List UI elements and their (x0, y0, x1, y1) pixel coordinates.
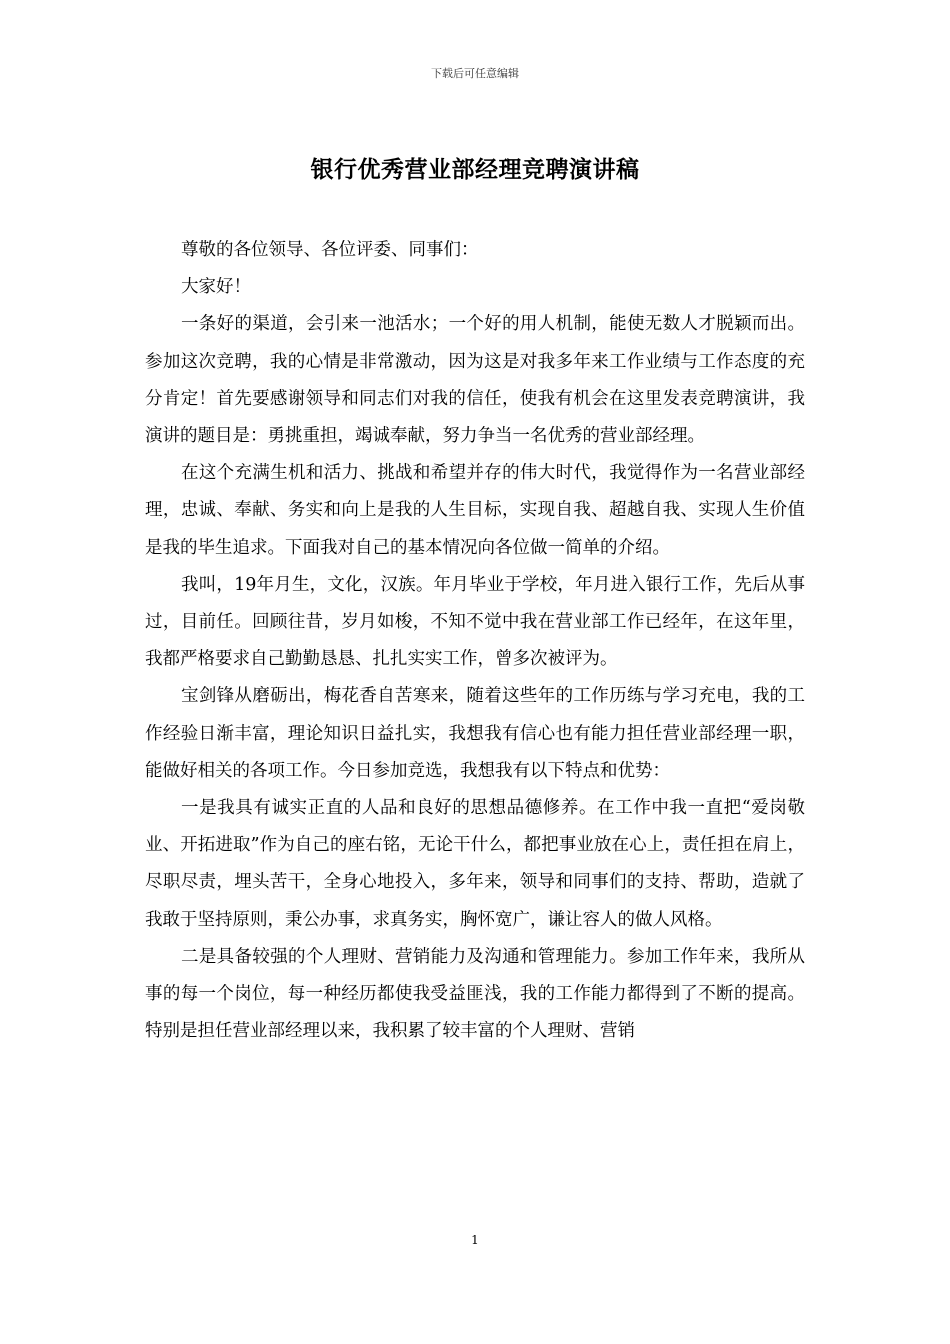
body-paragraph: 在这个充满生机和活力、挑战和希望并存的伟大时代，我觉得作为一名营业部经理，忠诚、奉献、务实和向上是我的人生目标，实现自我、超越自我、实现人生价值是我的毕生追求。下面我对自己的基本情况向各位做一简单的介绍。 (145, 463, 805, 558)
header-note: 下载后可任意编辑 (431, 67, 519, 80)
document-body (145, 232, 805, 1050)
greeting: 大家好！ (181, 277, 251, 298)
body-paragraph: 宝剑锋从磨砺出，梅花香自苦寒来，随着这些年的工作历练与学习充电，我的工作经验日渐丰富，理论知识日益扎实，我想我有信心也有能力担任营业部经理一职，能做好相关的各项工作。今日参加竞选，我想我有以下特点和优势： (145, 686, 805, 781)
document-title: 银行优秀营业部经理竞聘演讲稿 (310, 156, 640, 183)
body-paragraph: 我叫，19年月生，文化，汉族。年月毕业于学校，年月进入银行工作，先后从事过，目前任。回顾往昔，岁月如梭，不知不觉中我在营业部工作已经年，在这年里，我都严格要求自己勤勤恳恳、扎扎实实工作，曾多次被评为。 (145, 574, 805, 670)
page-number: 1 (471, 1233, 479, 1247)
body-paragraph: 一是我具有诚实正直的人品和良好的思想品德修养。在工作中我一直把“爱岗敬业、开拓进取”作为自己的座右铭，无论干什么，都把事业放在心上，责任担在肩上，尽职尽责，埋头苦干，全身心地投入，多年来，领导和同事们的支持、帮助，造就了我敢于坚持原则，秉公办事，求真务实，胸怀宽广，谦让容人的做人风格。 (145, 798, 805, 930)
salutation: 尊敬的各位领导、各位评委、同事们： (181, 240, 479, 260)
body-paragraph: 一条好的渠道，会引来一池活水；一个好的用人机制，能使无数人才脱颖而出。参加这次竞聘，我的心情是非常激动，因为这是对我多年来工作业绩与工作态度的充分肯定！首先要感谢领导和同志们对我的信任，使我有机会在这里发表竞聘演讲，我演讲的题目是：勇挑重担，竭诚奉献，努力争当一名优秀的营业部经理。 (145, 314, 805, 447)
body-paragraph: 二是具备较强的个人理财、营销能力及沟通和管理能力。参加工作年来，我所从事的每一个岗位，每一种经历都使我受益匪浅，我的工作能力都得到了不断的提高。特别是担任营业部经理以来，我积累了较丰富的个人理财、营销 (145, 946, 805, 1042)
